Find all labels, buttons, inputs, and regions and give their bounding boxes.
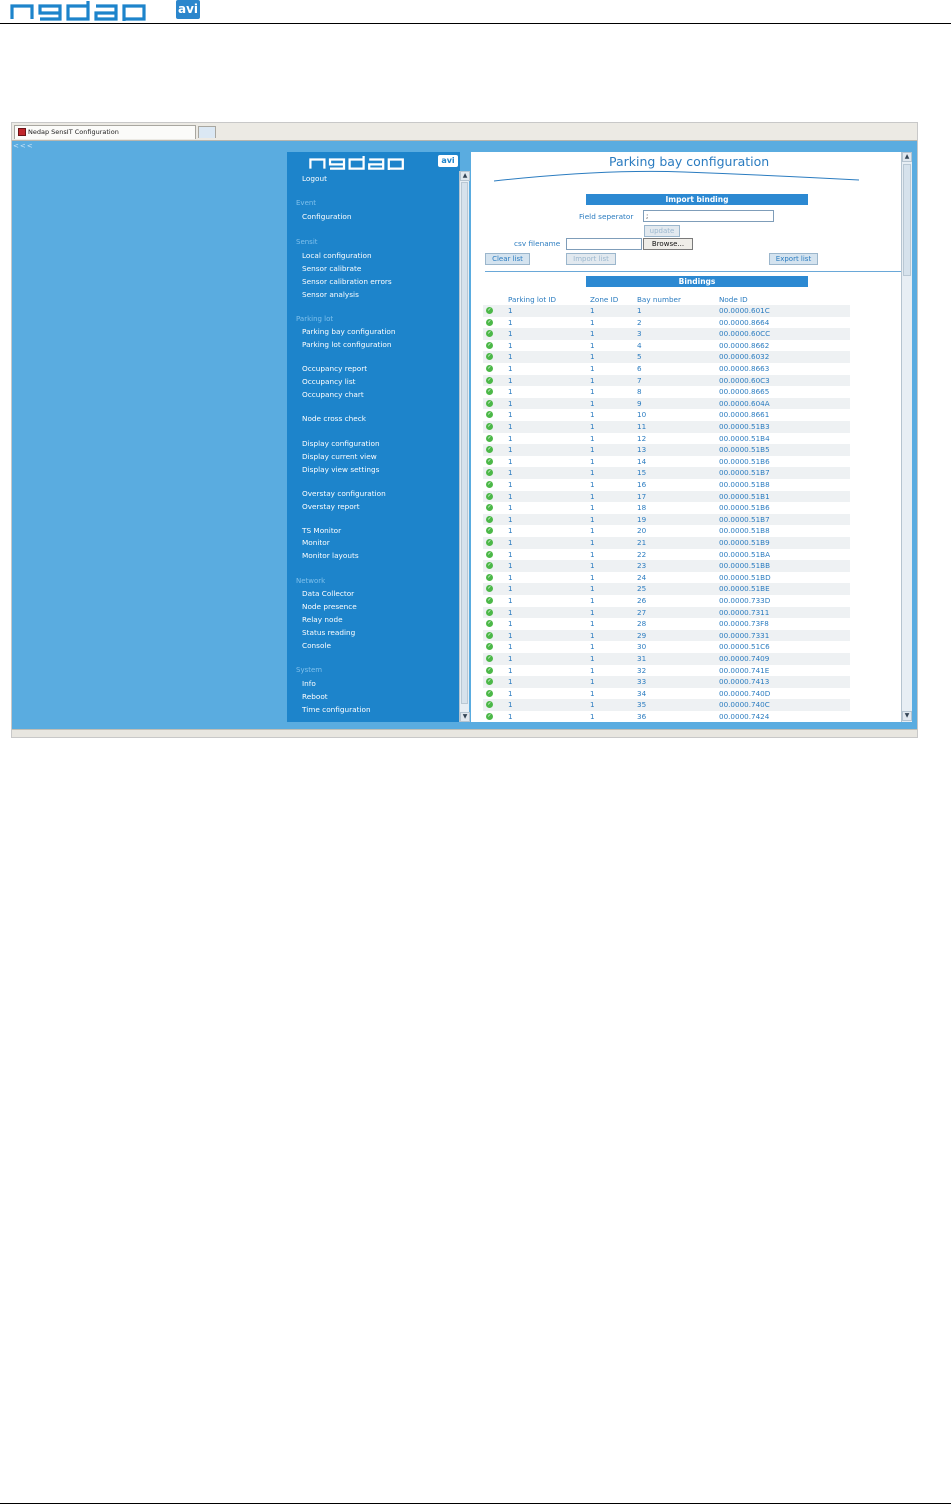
node-id-cell: 00.0000.604A <box>719 398 770 408</box>
nav-monitor-layouts[interactable]: Monitor layouts <box>302 551 359 560</box>
bay-number-cell: 20 <box>637 526 647 536</box>
bay-number-cell: 12 <box>637 433 647 443</box>
table-row[interactable] <box>483 409 850 421</box>
node-id-cell: 00.0000.7409 <box>719 654 770 663</box>
status-ok-icon: ✓ <box>487 481 492 487</box>
field-separator-label: Field seperator <box>579 212 634 221</box>
zone-id-cell: 1 <box>590 688 595 698</box>
bay-number-cell: 8 <box>637 387 642 397</box>
node-id-cell: 00.0000.51BD <box>719 572 771 582</box>
zone-id-cell: 1 <box>590 665 595 675</box>
bindings-table-body <box>483 305 903 721</box>
status-ok-icon: ✓ <box>487 365 492 371</box>
bay-number-cell: 29 <box>637 630 647 640</box>
parking-lot-id-cell: 1 <box>508 677 513 687</box>
nav-overstay-report[interactable]: Overstay report <box>302 502 360 511</box>
import-list-button[interactable]: Import list <box>566 253 616 265</box>
node-id-cell: 00.0000.601C <box>719 306 770 315</box>
table-row[interactable] <box>483 502 850 514</box>
nav-section-system: System <box>296 666 323 674</box>
node-id-cell: 00.0000.733D <box>719 596 771 605</box>
zone-id-cell: 1 <box>590 480 595 489</box>
avi-badge: avi <box>176 0 200 19</box>
parking-lot-id-cell: 1 <box>508 398 513 408</box>
field-separator-input[interactable]: ; <box>643 210 774 222</box>
table-row[interactable] <box>483 583 850 595</box>
bay-number-cell: 36 <box>637 712 647 721</box>
bay-number-cell: 14 <box>637 456 647 466</box>
parking-lot-id-cell: 1 <box>508 642 513 652</box>
node-id-cell: 00.0000.8665 <box>719 387 770 397</box>
status-ok-icon: ✓ <box>487 597 492 603</box>
sidebar-scrollbar[interactable] <box>459 171 469 722</box>
parking-lot-id-cell: 1 <box>508 306 513 315</box>
parking-lot-id-cell: 1 <box>508 445 513 455</box>
table-row[interactable] <box>483 549 850 561</box>
bay-number-cell: 25 <box>637 584 647 594</box>
zone-id-cell: 1 <box>590 538 595 547</box>
bay-number-cell: 17 <box>637 491 647 501</box>
nav-node-presence[interactable]: Node presence <box>302 602 357 611</box>
status-ok-icon: ✓ <box>487 388 492 395</box>
zone-id-cell: 1 <box>590 514 595 524</box>
node-id-cell: 00.0000.7424 <box>719 712 770 721</box>
node-id-cell: 00.0000.8661 <box>719 410 770 420</box>
parking-lot-id-cell: 1 <box>508 364 513 373</box>
table-row[interactable] <box>483 363 850 375</box>
nav-sensor-calibrate[interactable]: Sensor calibrate <box>302 264 362 273</box>
section-divider <box>485 271 902 272</box>
parking-lot-id-cell: 1 <box>508 422 513 431</box>
parking-lot-id-cell: 1 <box>508 503 513 513</box>
status-ok-icon: ✓ <box>487 678 492 685</box>
zone-id-cell: 1 <box>590 422 595 431</box>
table-row[interactable] <box>483 653 850 665</box>
status-ok-icon: ✓ <box>487 527 492 534</box>
zone-id-cell: 1 <box>590 619 595 629</box>
table-row[interactable] <box>483 618 850 630</box>
nav-section-network: Network <box>296 577 326 585</box>
status-ok-icon: ✓ <box>487 701 492 708</box>
bindings-header: Bindings <box>586 276 808 287</box>
scroll-up-icon[interactable]: ▲ <box>902 152 912 162</box>
parking-lot-id-cell: 1 <box>508 456 513 466</box>
table-row[interactable] <box>483 317 850 329</box>
parking-lot-id-cell: 1 <box>508 538 513 547</box>
table-row[interactable] <box>483 607 850 619</box>
back-link[interactable]: <<< <box>13 142 34 150</box>
table-row[interactable] <box>483 444 850 456</box>
parking-lot-id-cell: 1 <box>508 665 513 675</box>
csv-filename-label: csv filename <box>514 239 561 248</box>
node-id-cell: 00.0000.51BB <box>719 561 771 571</box>
tab-sensit-configuration[interactable] <box>14 125 196 139</box>
node-id-cell: 00.0000.51B1 <box>719 491 770 501</box>
status-ok-icon: ✓ <box>487 655 492 661</box>
nav-occupancy-report[interactable]: Occupancy report <box>302 364 368 373</box>
bay-number-cell: 11 <box>637 422 647 431</box>
node-id-cell: 00.0000.740D <box>719 688 771 698</box>
bay-number-cell: 10 <box>637 410 647 420</box>
table-row[interactable] <box>483 328 850 340</box>
status-ok-icon: ✓ <box>487 330 492 337</box>
status-ok-icon: ✓ <box>487 492 492 499</box>
bay-number-cell: 27 <box>637 607 647 617</box>
nav-parking-lot-configuration[interactable]: Parking lot configuration <box>302 340 392 349</box>
node-id-cell: 00.0000.51B4 <box>719 433 770 443</box>
bay-number-cell: 22 <box>637 549 647 559</box>
bay-number-cell: 32 <box>637 665 647 675</box>
page-title: Parking bay configuration <box>609 154 770 169</box>
table-row[interactable] <box>483 537 850 549</box>
new-tab-button[interactable] <box>198 126 216 138</box>
bay-number-cell: 4 <box>637 340 642 350</box>
status-ok-icon: ✓ <box>487 643 492 650</box>
status-ok-icon: ✓ <box>487 399 492 406</box>
node-id-cell: 00.0000.51B7 <box>719 514 770 524</box>
status-ok-icon: ✓ <box>487 573 492 580</box>
nav-console[interactable]: Console <box>302 641 331 650</box>
nav-monitor[interactable]: Monitor <box>302 538 330 547</box>
bay-number-cell: 31 <box>637 654 647 663</box>
nav-overstay-configuration[interactable]: Overstay configuration <box>302 489 386 498</box>
page-footer-rule <box>0 1503 951 1504</box>
scroll-up-icon[interactable]: ▲ <box>460 171 470 181</box>
status-ok-icon: ✓ <box>487 713 492 719</box>
node-id-cell: 00.0000.741E <box>719 665 770 675</box>
nav-ts-monitor[interactable]: TS Monitor <box>302 526 342 535</box>
zone-id-cell: 1 <box>590 549 595 559</box>
zone-id-cell: 1 <box>590 375 595 385</box>
avi-badge: avi <box>438 155 458 167</box>
nav-sensor-analysis[interactable]: Sensor analysis <box>302 290 359 299</box>
parking-lot-id-cell: 1 <box>508 607 513 617</box>
zone-id-cell: 1 <box>590 398 595 408</box>
parking-lot-id-cell: 1 <box>508 619 513 629</box>
bay-number-cell: 21 <box>637 538 647 547</box>
zone-id-cell: 1 <box>590 352 595 362</box>
parking-lot-id-cell: 1 <box>508 410 513 420</box>
nedap-logo <box>10 1 170 21</box>
zone-id-cell: 1 <box>590 584 595 594</box>
nav-section-parking-lot: Parking lot <box>296 315 334 323</box>
zone-id-cell: 1 <box>590 491 595 501</box>
nav-data-collector[interactable]: Data Collector <box>302 589 355 598</box>
nav-reboot[interactable]: Reboot <box>302 692 328 701</box>
parking-lot-id-cell: 1 <box>508 340 513 350</box>
parking-lot-id-cell: 1 <box>508 596 513 605</box>
nav-sensor-calibration-errors[interactable]: Sensor calibration errors <box>302 277 392 286</box>
table-row[interactable] <box>483 351 850 363</box>
status-ok-icon: ✓ <box>487 457 492 464</box>
table-row[interactable] <box>483 467 850 479</box>
browse-button[interactable]: Browse... <box>643 238 693 250</box>
parking-lot-id-cell: 1 <box>508 387 513 397</box>
bay-number-cell: 26 <box>637 596 647 605</box>
browser-status-bar <box>12 729 918 738</box>
import-binding-header: Import binding <box>586 194 808 205</box>
bay-number-cell: 5 <box>637 352 642 362</box>
nav-configuration[interactable]: Configuration <box>302 212 352 221</box>
node-id-cell: 00.0000.51B3 <box>719 422 770 431</box>
status-ok-icon: ✓ <box>487 631 492 638</box>
bay-number-cell: 1 <box>637 306 642 315</box>
nav-section-sensit: Sensit <box>296 238 318 246</box>
zone-id-cell: 1 <box>590 329 595 339</box>
bay-number-cell: 3 <box>637 329 642 339</box>
bay-number-cell: 35 <box>637 700 647 710</box>
parking-lot-id-cell: 1 <box>508 329 513 339</box>
bay-number-cell: 15 <box>637 468 647 478</box>
bay-number-cell: 18 <box>637 503 647 513</box>
zone-id-cell: 1 <box>590 456 595 466</box>
bay-number-cell: 13 <box>637 445 647 455</box>
table-row[interactable] <box>483 665 850 677</box>
node-id-cell: 00.0000.6032 <box>719 352 770 362</box>
node-id-cell: 00.0000.8662 <box>719 340 770 350</box>
zone-id-cell: 1 <box>590 410 595 420</box>
sensit-app <box>287 152 912 722</box>
zone-id-cell: 1 <box>590 572 595 582</box>
node-id-cell: 00.0000.51C6 <box>719 642 770 652</box>
node-id-cell: 00.0000.7311 <box>719 607 770 617</box>
bay-number-cell: 30 <box>637 642 647 652</box>
bay-number-cell: 33 <box>637 677 647 687</box>
bay-number-cell: 16 <box>637 480 647 489</box>
parking-lot-id-cell: 1 <box>508 584 513 594</box>
node-id-cell: 00.0000.51B7 <box>719 468 770 478</box>
zone-id-cell: 1 <box>590 526 595 536</box>
node-id-cell: 00.0000.7413 <box>719 677 770 687</box>
nav-relay-node[interactable]: Relay node <box>302 615 343 624</box>
parking-lot-id-cell: 1 <box>508 572 513 582</box>
nedap-logo <box>295 156 435 170</box>
column-bay-number: Bay number <box>637 295 681 304</box>
node-id-cell: 00.0000.8663 <box>719 364 770 373</box>
parking-lot-id-cell: 1 <box>508 514 513 524</box>
bay-number-cell: 34 <box>637 688 647 698</box>
parking-lot-id-cell: 1 <box>508 700 513 710</box>
status-ok-icon: ✓ <box>487 504 492 511</box>
table-row[interactable] <box>483 688 850 700</box>
parking-lot-id-cell: 1 <box>508 549 513 559</box>
node-id-cell: 00.0000.51B6 <box>719 456 770 466</box>
status-ok-icon: ✓ <box>487 689 492 696</box>
node-id-cell: 00.0000.8664 <box>719 317 770 327</box>
status-ok-icon: ✓ <box>487 353 492 360</box>
zone-id-cell: 1 <box>590 630 595 640</box>
zone-id-cell: 1 <box>590 503 595 513</box>
status-ok-icon: ✓ <box>487 666 492 673</box>
status-ok-icon: ✓ <box>487 515 492 522</box>
zone-id-cell: 1 <box>590 433 595 443</box>
table-row[interactable] <box>483 525 850 537</box>
node-id-cell: 00.0000.60CC <box>719 329 771 339</box>
bay-number-cell: 6 <box>637 364 642 373</box>
node-id-cell: 00.0000.51BE <box>719 584 770 594</box>
zone-id-cell: 1 <box>590 677 595 687</box>
table-row[interactable] <box>483 595 850 607</box>
table-row[interactable] <box>483 491 850 503</box>
parking-lot-id-cell: 1 <box>508 317 513 327</box>
table-row[interactable] <box>483 676 850 688</box>
status-ok-icon: ✓ <box>487 341 492 348</box>
node-id-cell: 00.0000.73F8 <box>719 619 769 629</box>
sensit-favicon-icon <box>18 128 26 136</box>
node-id-cell: 00.0000.51B8 <box>719 480 770 489</box>
scroll-down-icon[interactable]: ▼ <box>902 711 912 721</box>
status-ok-icon: ✓ <box>487 562 492 569</box>
zone-id-cell: 1 <box>590 596 595 605</box>
csv-filename-input[interactable] <box>566 238 642 250</box>
status-ok-icon: ✓ <box>487 620 492 627</box>
zone-id-cell: 1 <box>590 468 595 478</box>
zone-id-cell: 1 <box>590 340 595 350</box>
node-id-cell: 00.0000.740C <box>719 700 770 710</box>
zone-id-cell: 1 <box>590 387 595 397</box>
nav-parking-bay-configuration[interactable]: Parking bay configuration <box>302 327 396 336</box>
nav-status-reading[interactable]: Status reading <box>302 628 356 637</box>
update-button[interactable]: update <box>644 225 680 237</box>
tab-title: Nedap SensIT Configuration <box>28 128 119 136</box>
parking-lot-id-cell: 1 <box>508 526 513 536</box>
zone-id-cell: 1 <box>590 712 595 721</box>
title-swoosh <box>494 169 859 183</box>
status-ok-icon: ✓ <box>487 469 492 476</box>
tab-bar <box>12 123 918 141</box>
table-row[interactable] <box>483 514 850 526</box>
nav-display-configuration[interactable]: Display configuration <box>302 439 380 448</box>
node-id-cell: 00.0000.51B9 <box>719 538 770 547</box>
parking-lot-id-cell: 1 <box>508 561 513 571</box>
status-ok-icon: ✓ <box>487 307 492 313</box>
status-ok-icon: ✓ <box>487 550 492 557</box>
status-ok-icon: ✓ <box>487 376 492 383</box>
bay-number-cell: 23 <box>637 561 647 571</box>
sidebar <box>287 152 460 722</box>
bay-number-cell: 2 <box>637 317 642 327</box>
nav-node-cross-check[interactable]: Node cross check <box>302 414 366 423</box>
column-zone-id: Zone ID <box>590 295 619 304</box>
browser-window <box>11 122 918 738</box>
table-row[interactable] <box>483 630 850 642</box>
nav-info[interactable]: Info <box>302 679 316 688</box>
parking-lot-id-cell: 1 <box>508 712 513 721</box>
bay-number-cell: 28 <box>637 619 647 629</box>
main-scrollbar[interactable] <box>901 152 912 722</box>
zone-id-cell: 1 <box>590 654 595 663</box>
nav-occupancy-list[interactable]: Occupancy list <box>302 377 356 386</box>
table-row[interactable] <box>483 375 850 387</box>
parking-lot-id-cell: 1 <box>508 630 513 640</box>
status-ok-icon: ✓ <box>487 434 492 441</box>
zone-id-cell: 1 <box>590 364 595 373</box>
nav-time-configuration[interactable]: Time configuration <box>302 705 371 714</box>
bay-number-cell: 9 <box>637 398 642 408</box>
status-ok-icon: ✓ <box>487 539 492 545</box>
parking-lot-id-cell: 1 <box>508 491 513 501</box>
parking-lot-id-cell: 1 <box>508 480 513 489</box>
table-row[interactable] <box>483 479 850 491</box>
zone-id-cell: 1 <box>590 607 595 617</box>
bay-number-cell: 7 <box>637 375 642 385</box>
node-id-cell: 00.0000.51B6 <box>719 503 770 513</box>
column-parking-lot-id: Parking lot ID <box>508 295 557 304</box>
nav-occupancy-chart[interactable]: Occupancy chart <box>302 390 364 399</box>
scrollbar-thumb[interactable] <box>461 182 468 704</box>
parking-lot-id-cell: 1 <box>508 468 513 478</box>
table-row[interactable] <box>483 641 850 653</box>
status-ok-icon: ✓ <box>487 446 492 453</box>
zone-id-cell: 1 <box>590 317 595 327</box>
parking-lot-id-cell: 1 <box>508 654 513 663</box>
export-list-button[interactable]: Export list <box>769 253 818 265</box>
nav-logout[interactable]: Logout <box>302 174 327 183</box>
parking-lot-id-cell: 1 <box>508 433 513 443</box>
table-row[interactable] <box>483 572 850 584</box>
zone-id-cell: 1 <box>590 642 595 652</box>
table-row[interactable] <box>483 340 850 352</box>
zone-id-cell: 1 <box>590 700 595 710</box>
bay-number-cell: 19 <box>637 514 647 524</box>
table-row[interactable] <box>483 305 850 317</box>
table-row[interactable] <box>483 711 850 721</box>
status-ok-icon: ✓ <box>487 608 492 615</box>
status-ok-icon: ✓ <box>487 411 492 418</box>
bay-number-cell: 24 <box>637 572 647 582</box>
table-row[interactable] <box>483 421 850 433</box>
zone-id-cell: 1 <box>590 445 595 455</box>
nav-display-view-settings[interactable]: Display view settings <box>302 465 380 474</box>
table-row[interactable] <box>483 560 850 572</box>
parking-lot-id-cell: 1 <box>508 688 513 698</box>
table-row[interactable] <box>483 699 850 711</box>
parking-lot-id-cell: 1 <box>508 375 513 385</box>
nav-display-current-view[interactable]: Display current view <box>302 452 377 461</box>
table-row[interactable] <box>483 398 850 410</box>
bindings-table-header <box>483 295 883 305</box>
zone-id-cell: 1 <box>590 306 595 315</box>
zone-id-cell: 1 <box>590 561 595 571</box>
node-id-cell: 00.0000.51BA <box>719 549 771 559</box>
nav-section-event: Event <box>296 199 317 207</box>
document-header <box>0 0 951 24</box>
node-id-cell: 00.0000.51B5 <box>719 445 770 455</box>
nav-local-configuration[interactable]: Local configuration <box>302 251 372 260</box>
node-id-cell: 00.0000.7331 <box>719 630 770 640</box>
clear-list-button[interactable]: Clear list <box>485 253 530 265</box>
node-id-cell: 00.0000.51B8 <box>719 526 770 536</box>
status-ok-icon: ✓ <box>487 423 492 429</box>
column-node-id: Node ID <box>719 295 748 304</box>
parking-lot-id-cell: 1 <box>508 352 513 362</box>
table-row[interactable] <box>483 433 850 445</box>
status-ok-icon: ✓ <box>487 318 492 325</box>
status-ok-icon: ✓ <box>487 585 492 592</box>
scrollbar-thumb[interactable] <box>903 164 911 276</box>
table-row[interactable] <box>483 386 850 398</box>
node-id-cell: 00.0000.60C3 <box>719 375 770 385</box>
scroll-down-icon[interactable]: ▼ <box>460 712 470 722</box>
table-row[interactable] <box>483 456 850 468</box>
